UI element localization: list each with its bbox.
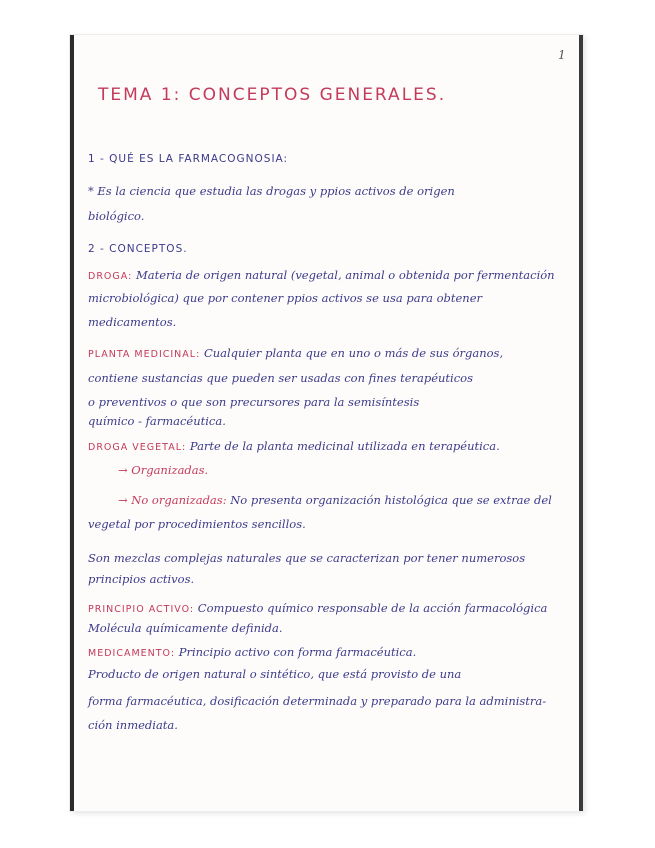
text-line: Son mezclas complejas naturales que se caracterizan por tener numerosos (88, 551, 526, 565)
text-line: químico - farmacéutica. (88, 414, 226, 428)
text-line: microbiológica) que por contener ppios activos se usa para obtener (88, 291, 483, 305)
definition-droga (88, 268, 578, 284)
text: Materia de origen natural (vegetal, animal o obtenida por fermentación (135, 268, 555, 282)
text-line: medicamentos. (88, 315, 177, 329)
definition-planta-medicinal (88, 346, 578, 362)
keyword: → No organizadas: (118, 493, 227, 507)
page-right-edge (579, 35, 583, 811)
section-heading-2: 2 - CONCEPTOS. (88, 243, 188, 255)
text: Principio activo con forma farmacéutica. (178, 645, 417, 659)
text: Parte de la planta medicinal utilizada en terapéutica. (189, 439, 500, 453)
text-line: contiene sustancias que pueden ser usadas con fines terapéuticos (88, 371, 473, 385)
page-number: 1 (558, 48, 566, 62)
page-left-edge (70, 35, 74, 811)
keyword: DROGA VEGETAL: (88, 442, 187, 453)
text: Compuesto químico responsable de la acción farmacológica (197, 601, 548, 615)
text-line: o preventivos o que son precursores para la semisíntesis (88, 395, 420, 409)
text-line: principios activos. (88, 572, 195, 586)
text-line: ción inmediata. (88, 718, 178, 732)
page-title: TEMA 1: CONCEPTOS GENERALES. (98, 85, 447, 105)
text-line: biológico. (88, 209, 145, 223)
list-item-organizadas: → Organizadas. (118, 463, 209, 477)
definition-principio-activo (88, 601, 578, 617)
definition-medicamento (88, 645, 578, 661)
text: Cualquier planta que en uno o más de sus órganos, (203, 346, 504, 360)
keyword: PRINCIPIO ACTIVO: (88, 604, 195, 615)
text: No presenta organización histológica que se extrae del (230, 493, 552, 507)
definition-droga-vegetal (88, 439, 578, 455)
keyword: DROGA: (88, 271, 133, 282)
keyword: PLANTA MEDICINAL: (88, 349, 201, 360)
text-line: * Es la ciencia que estudia las drogas y ppios activos de origen (88, 184, 455, 198)
section-heading-1: 1 - QUÉ ES LA FARMACOGNOSIA: (88, 153, 289, 165)
list-item-no-organizadas (118, 493, 608, 507)
text-line: vegetal por procedimientos sencillos. (88, 517, 306, 531)
text-line: forma farmacéutica, dosificación determinada y preparado para la administra- (88, 694, 547, 708)
text-line: Molécula químicamente definida. (88, 621, 283, 635)
text-line: Producto de origen natural o sintético, que está provisto de una (88, 667, 462, 681)
keyword: MEDICAMENTO: (88, 648, 176, 659)
